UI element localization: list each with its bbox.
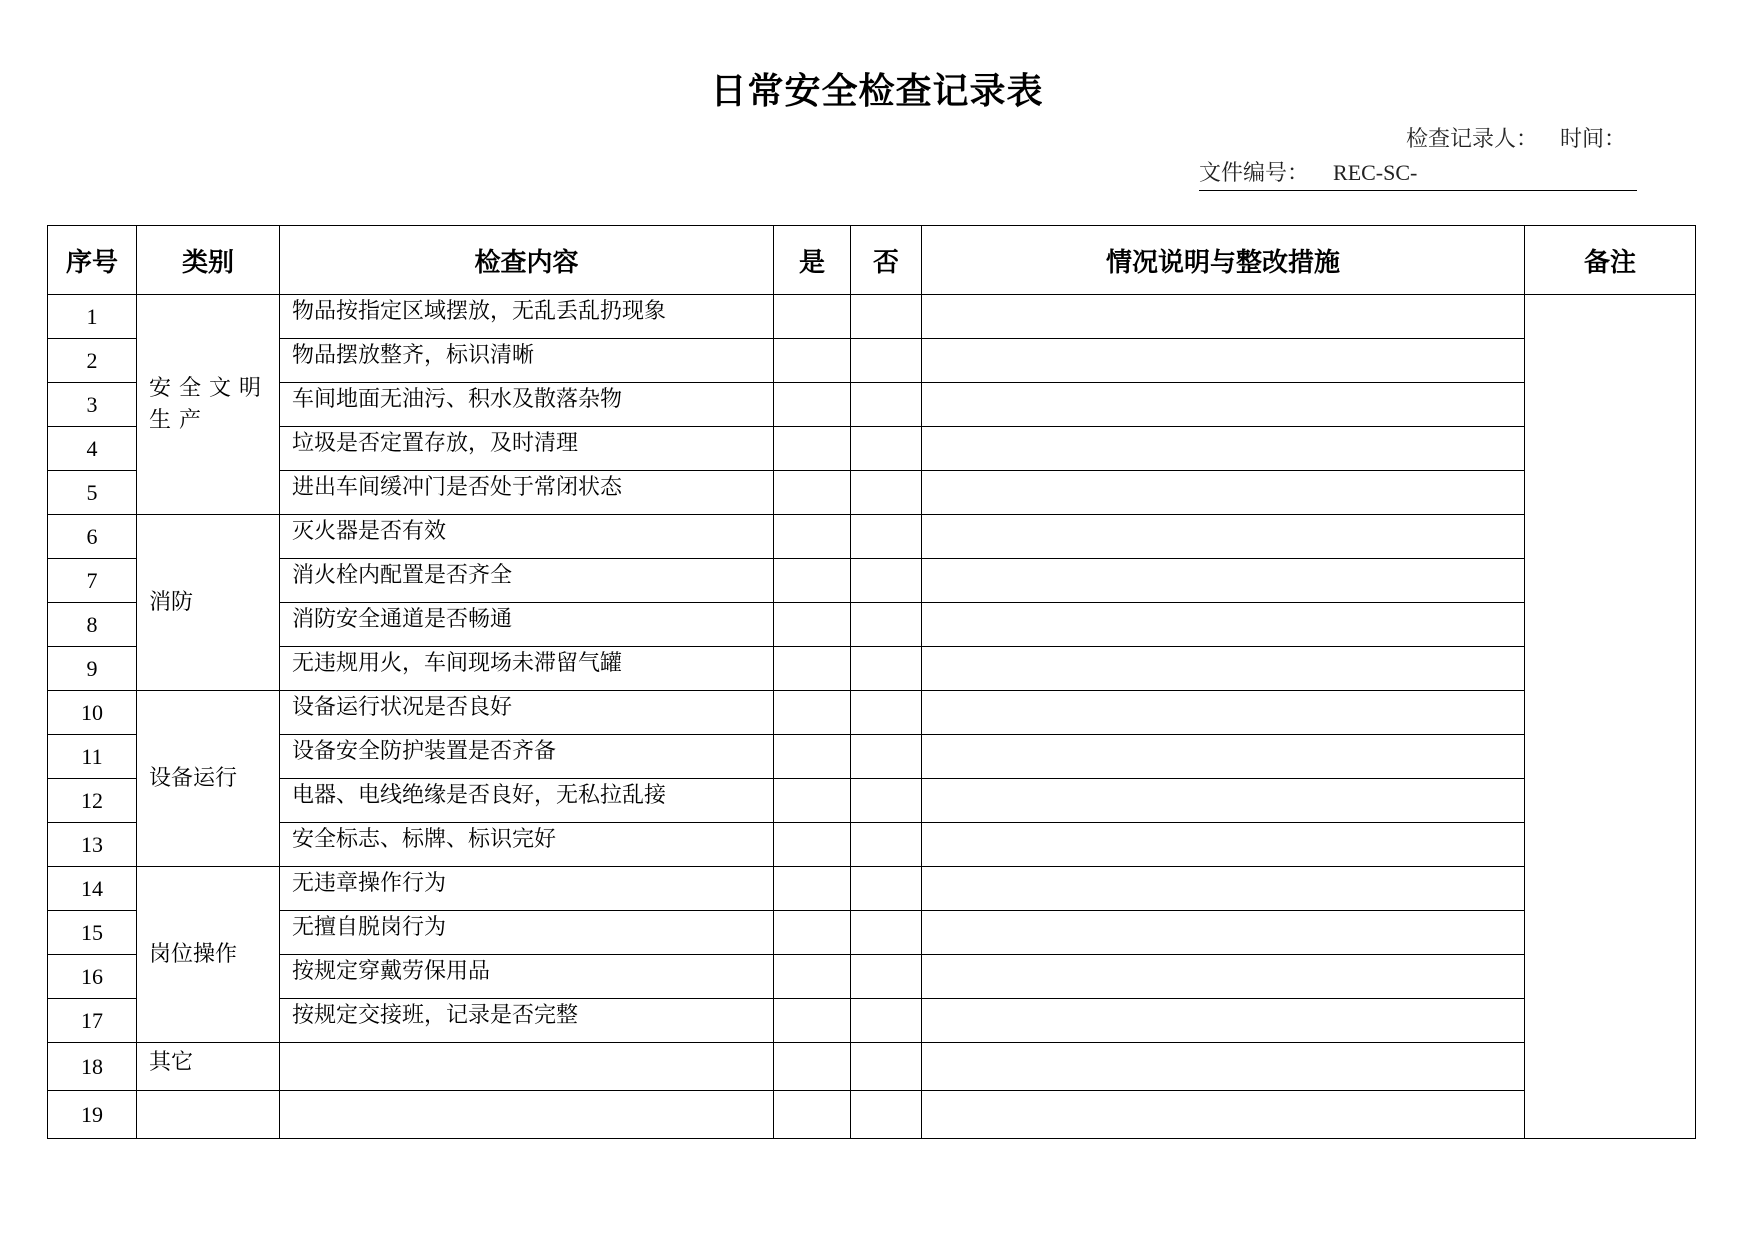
page-title: 日常安全检查记录表 [710, 70, 1044, 112]
table-row [48, 339, 1696, 383]
table-row [48, 471, 1696, 515]
check-item: 物品摆放整齐，标识清晰 [280, 339, 774, 383]
recorder-label: 检查记录人： [1405, 127, 1538, 152]
category-fire: 消防 [137, 515, 280, 691]
notes-cell[interactable] [922, 911, 1525, 955]
no-cell[interactable] [851, 999, 922, 1043]
no-cell[interactable] [851, 691, 922, 735]
no-cell[interactable] [851, 427, 922, 471]
notes-cell[interactable] [922, 1091, 1525, 1139]
check-item: 物品按指定区域摆放，无乱丢乱扔现象 [280, 295, 774, 339]
table-row [48, 603, 1696, 647]
no-cell[interactable] [851, 559, 922, 603]
yes-cell[interactable] [774, 823, 851, 867]
remarks-cell[interactable] [1525, 295, 1696, 1139]
yes-cell[interactable] [774, 339, 851, 383]
no-cell[interactable] [851, 471, 922, 515]
header-content: 检查内容 [280, 226, 774, 295]
notes-cell[interactable] [922, 427, 1525, 471]
time-label: 时间： [1559, 127, 1626, 152]
row-number: 6 [48, 515, 137, 559]
table-row [48, 823, 1696, 867]
no-cell[interactable] [851, 867, 922, 911]
check-item[interactable] [280, 1043, 774, 1091]
inspection-table [47, 225, 1696, 1139]
row-number: 3 [48, 383, 137, 427]
check-item[interactable] [280, 1091, 774, 1139]
no-cell[interactable] [851, 383, 922, 427]
notes-cell[interactable] [922, 559, 1525, 603]
row-number: 16 [48, 955, 137, 999]
yes-cell[interactable] [774, 735, 851, 779]
yes-cell[interactable] [774, 515, 851, 559]
yes-cell[interactable] [774, 1043, 851, 1091]
check-item: 按规定交接班，记录是否完整 [280, 999, 774, 1043]
notes-cell[interactable] [922, 735, 1525, 779]
table-row [48, 647, 1696, 691]
row-number: 5 [48, 471, 137, 515]
yes-cell[interactable] [774, 779, 851, 823]
row-number: 11 [48, 735, 137, 779]
table-row [48, 1043, 1696, 1091]
yes-cell[interactable] [774, 427, 851, 471]
yes-cell[interactable] [774, 867, 851, 911]
notes-cell[interactable] [922, 1043, 1525, 1091]
check-item: 按规定穿戴劳保用品 [280, 955, 774, 999]
table-row [48, 295, 1696, 339]
notes-cell[interactable] [922, 515, 1525, 559]
no-cell[interactable] [851, 295, 922, 339]
no-cell[interactable] [851, 515, 922, 559]
yes-cell[interactable] [774, 955, 851, 999]
yes-cell[interactable] [774, 1091, 851, 1139]
table-row [48, 867, 1696, 911]
category-equipment: 设备运行 [137, 691, 280, 867]
row-number: 4 [48, 427, 137, 471]
no-cell[interactable] [851, 823, 922, 867]
row-number: 14 [48, 867, 137, 911]
notes-cell[interactable] [922, 647, 1525, 691]
yes-cell[interactable] [774, 295, 851, 339]
notes-cell[interactable] [922, 383, 1525, 427]
category-cell[interactable] [137, 1091, 280, 1139]
row-number: 17 [48, 999, 137, 1043]
yes-cell[interactable] [774, 691, 851, 735]
table-row [48, 427, 1696, 471]
table-row [48, 955, 1696, 999]
table-row [48, 383, 1696, 427]
yes-cell[interactable] [774, 559, 851, 603]
check-item: 无违章操作行为 [280, 867, 774, 911]
header-no: 否 [851, 226, 922, 295]
category-post: 岗位操作 [137, 867, 280, 1043]
row-number: 13 [48, 823, 137, 867]
yes-cell[interactable] [774, 471, 851, 515]
table-row [48, 779, 1696, 823]
no-cell[interactable] [851, 1043, 922, 1091]
header-yes: 是 [774, 226, 851, 295]
notes-cell[interactable] [922, 471, 1525, 515]
check-item: 安全标志、标牌、标识完好 [280, 823, 774, 867]
row-number: 18 [48, 1043, 137, 1091]
yes-cell[interactable] [774, 383, 851, 427]
header-category: 类别 [137, 226, 280, 295]
table-row [48, 999, 1696, 1043]
file-number-line [1199, 158, 1637, 191]
notes-cell[interactable] [922, 339, 1525, 383]
row-number: 7 [48, 559, 137, 603]
row-number: 19 [48, 1091, 137, 1139]
check-item: 车间地面无油污、积水及散落杂物 [280, 383, 774, 427]
yes-cell[interactable] [774, 911, 851, 955]
notes-cell[interactable] [922, 691, 1525, 735]
notes-cell[interactable] [922, 999, 1525, 1043]
notes-cell[interactable] [922, 867, 1525, 911]
header-row [48, 226, 1696, 295]
check-item: 垃圾是否定置存放，及时清理 [280, 427, 774, 471]
row-number: 12 [48, 779, 137, 823]
notes-cell[interactable] [922, 779, 1525, 823]
row-number: 9 [48, 647, 137, 691]
notes-cell[interactable] [922, 823, 1525, 867]
row-number: 8 [48, 603, 137, 647]
file-number-label: 文件编号： [1199, 161, 1310, 186]
table-row [48, 515, 1696, 559]
check-item: 进出车间缓冲门是否处于常闭状态 [280, 471, 774, 515]
notes-cell[interactable] [922, 603, 1525, 647]
no-cell[interactable] [851, 339, 922, 383]
row-number: 1 [48, 295, 137, 339]
category-other: 其它 [137, 1043, 280, 1091]
check-item: 消火栓内配置是否齐全 [280, 559, 774, 603]
row-number: 15 [48, 911, 137, 955]
table-row [48, 559, 1696, 603]
yes-cell[interactable] [774, 647, 851, 691]
check-item: 电器、电线绝缘是否良好，无私拉乱接 [280, 779, 774, 823]
header-number: 序号 [48, 226, 137, 295]
no-cell[interactable] [851, 603, 922, 647]
header-notes: 情况说明与整改措施 [922, 226, 1525, 295]
row-number: 2 [48, 339, 137, 383]
check-item: 设备安全防护装置是否齐备 [280, 735, 774, 779]
recorder-line [1402, 125, 1626, 155]
notes-cell[interactable] [922, 295, 1525, 339]
no-cell[interactable] [851, 911, 922, 955]
check-item: 灭火器是否有效 [280, 515, 774, 559]
no-cell[interactable] [851, 955, 922, 999]
file-number-value: REC-SC- [1333, 160, 1418, 185]
table-row [48, 691, 1696, 735]
category-safety: 安全文明生产 [137, 295, 280, 515]
table-row [48, 911, 1696, 955]
yes-cell[interactable] [774, 999, 851, 1043]
table-row [48, 735, 1696, 779]
check-item: 消防安全通道是否畅通 [280, 603, 774, 647]
check-item: 设备运行状况是否良好 [280, 691, 774, 735]
row-number: 10 [48, 691, 137, 735]
yes-cell[interactable] [774, 603, 851, 647]
check-item: 无擅自脱岗行为 [280, 911, 774, 955]
header-remarks: 备注 [1525, 226, 1696, 295]
check-item: 无违规用火，车间现场未滞留气罐 [280, 647, 774, 691]
no-cell[interactable] [851, 647, 922, 691]
table-row [48, 1091, 1696, 1139]
no-cell[interactable] [851, 779, 922, 823]
notes-cell[interactable] [922, 955, 1525, 999]
no-cell[interactable] [851, 735, 922, 779]
no-cell[interactable] [851, 1091, 922, 1139]
